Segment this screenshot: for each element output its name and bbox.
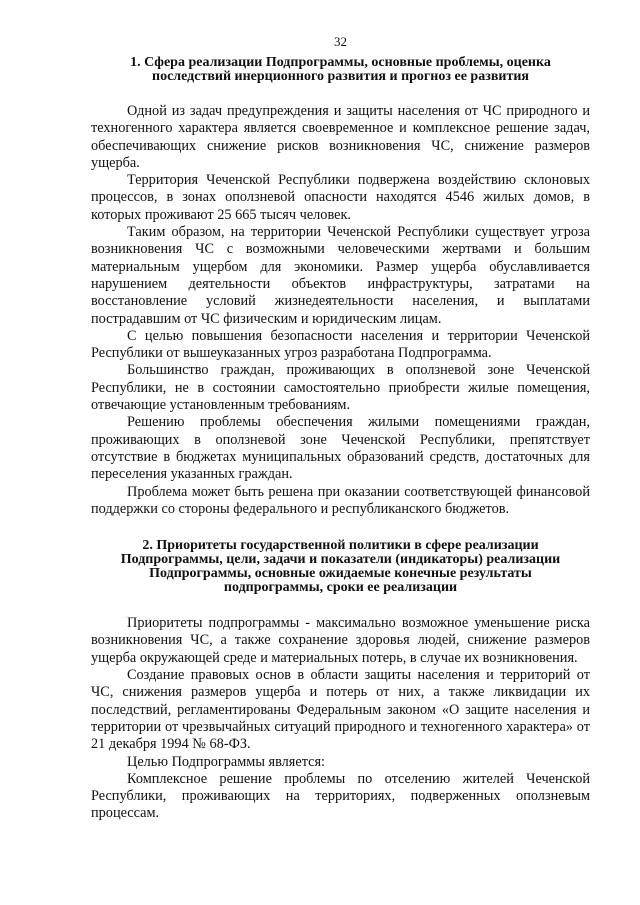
paragraph: С целью повышения безопасности населения и территории Чеченской Республики от вышеуказанных угроз разработана Подпрограмма. [91,327,590,362]
section-2-title-line: Подпрограммы, основные ожидаемые конечные результаты [149,566,532,582]
paragraph: Создание правовых основ в области защиты населения и территорий от ЧС, снижения размеров ущерба и потерь от них, а также ликвидации их последствий, регламентированы Федеральным законом «О защите населения и территории от чрезвычайных ситуаций природного и техногенного характера» от 21 декабря 1994 № 68-ФЗ. [91,667,590,753]
section-2-title-line: подпрограммы, сроки ее реализации [223,580,458,596]
paragraph: Проблема может быть решена при оказании соответствующей финансовой поддержки со стороны федерального и республиканского бюджетов. [91,483,590,517]
page-number: 32 [334,34,347,49]
paragraph: Решению проблемы обеспечения жилыми помещениями граждан, проживающих в оползневой зоне Чеченской Республики, препятствует отсутствие в бюджетах муниципальных образований средств, достаточных для переселения указанных граждан. [91,414,590,483]
section-2-title-line: Подпрограммы, цели, задачи и показатели (индикаторы) реализации [120,552,561,568]
section-2-title [91,539,590,595]
paragraph: Территория Чеченской Республики подвержена воздействию склоновых процессов, в зонах оползневой опасности находятся 4546 жилых домов, в которых проживают 25 665 тысяч человек. [91,172,590,223]
paragraph: Целью Подпрограммы является: [127,753,326,770]
section-1-title-line: 1. Сфера реализации Подпрограммы, основные проблемы, оценка [130,55,551,70]
document-page [91,34,590,823]
section-2-body [91,615,590,823]
paragraph: Таким образом, на территории Чеченской Республики существует угроза возникновения ЧС с возможными человеческими жертвами и большим материальным ущербом для экономики. Размер ущерба обуславливается нарушением деятельности объектов инфраструктуры, затратами на восстановление условий жизнедеятельности населения, и выплатами пострадавшим от ЧС физическим и юридическим лицам. [91,224,590,327]
section-1-title [91,56,590,84]
paragraph: Одной из задач предупреждения и защиты населения от ЧС природного и техногенного характера является своевременное и комплексное решение задач, обеспечивающих снижение рисков возникновения ЧС, снижение размеров ущерба. [91,103,590,171]
section-1-body [91,103,590,518]
paragraph: Приоритеты подпрограммы - максимально возможное уменьшение риска возникновения ЧС, а также сохранение здоровья людей, снижение размеров ущерба окружающей среде и материальных потерь, в случае их возникновения. [91,615,590,666]
paragraph: Комплексное решение проблемы по отселению жителей Чеченской Республики, проживающих на территориях, подверженных оползневым процессам. [91,770,590,822]
section-1-title-line: последствий инерционного развития и прогноз ее развития [152,69,529,84]
section-2-title-line: 2. Приоритеты государственной политики в сфере реализации [142,538,539,554]
paragraph: Большинство граждан, проживающих в оползневой зоне Чеченской Республики, не в состоянии самостоятельно приобрести жилые помещения, отвечающие установленным требованиям. [91,362,590,414]
